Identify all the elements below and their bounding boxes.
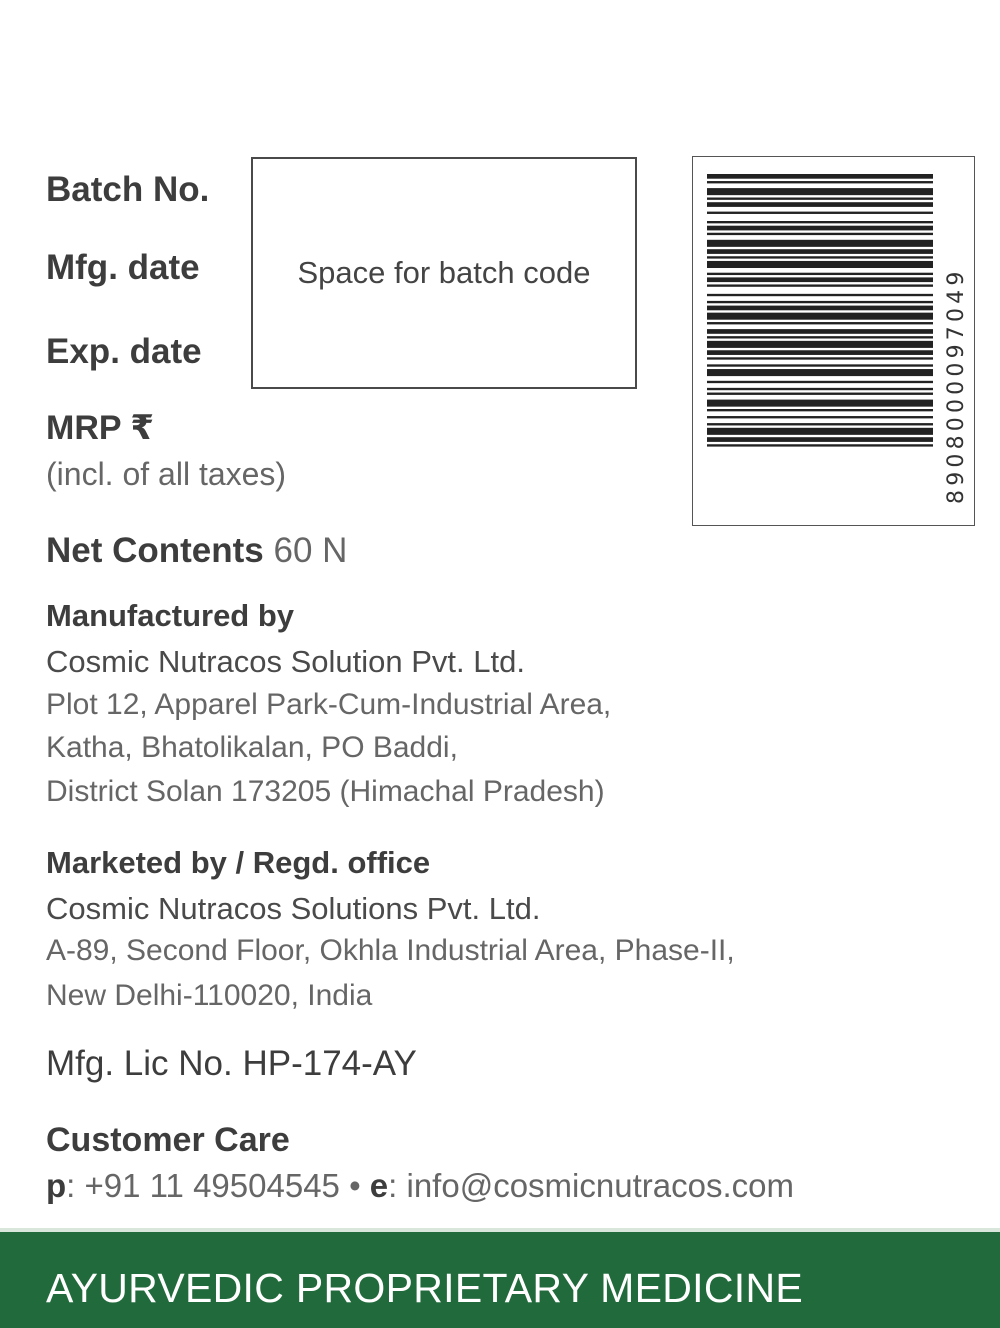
barcode-bar <box>707 198 933 200</box>
mfg-date-label: Mfg. date <box>46 248 200 287</box>
barcode-bar <box>707 174 933 179</box>
marketer-heading: Marketed by / Regd. office <box>46 845 431 880</box>
barcode-bar <box>707 301 933 303</box>
barcode-bar <box>707 341 933 348</box>
mrp-label: MRP ₹ <box>46 409 155 447</box>
barcode-bar <box>707 409 933 411</box>
phone-prefix: p <box>46 1167 67 1204</box>
barcode-bar <box>707 306 933 311</box>
exp-date-label: Exp. date <box>46 332 202 371</box>
mrp-note: (incl. of all taxes) <box>46 456 287 492</box>
batch-code-placeholder: Space for batch code <box>297 255 591 290</box>
manufacturer-address-line: District Solan 173205 (Himachal Pradesh) <box>46 775 605 808</box>
barcode-bar <box>707 277 933 282</box>
barcode-bars <box>707 174 933 514</box>
barcode-bar <box>707 381 933 383</box>
net-contents-label: Net Contents <box>46 531 264 570</box>
barcode-digits: 8908000097049 <box>944 267 969 504</box>
barcode-bar <box>707 212 933 214</box>
marketer-company: Cosmic Nutracos Solutions Pvt. Ltd. <box>46 891 541 926</box>
customer-care-heading: Customer Care <box>46 1121 290 1159</box>
manufacturer-address-line: Katha, Bhatolikalan, PO Baddi, <box>46 731 458 764</box>
barcode-bar <box>707 400 933 407</box>
barcode-bar <box>707 350 933 355</box>
marketer-address-line: A-89, Second Floor, Okhla Industrial Area, Phase-II, <box>46 934 735 967</box>
barcode-bar <box>707 329 933 334</box>
barcode-bar <box>707 284 933 286</box>
barcode-bar <box>707 240 933 247</box>
manufacturer-address-line: Plot 12, Apparel Park-Cum-Industrial Area, <box>46 688 612 721</box>
barcode-bar <box>707 364 933 366</box>
customer-care-contact <box>46 1167 794 1205</box>
barcode-bar <box>707 261 933 268</box>
barcode-bar <box>707 273 933 275</box>
barcode-bar <box>707 322 933 324</box>
barcode <box>692 156 975 526</box>
barcode-bar <box>707 416 933 418</box>
barcode-bar <box>707 444 933 446</box>
footer-text: AYURVEDIC PROPRIETARY MEDICINE <box>46 1265 804 1311</box>
barcode-bar <box>707 188 933 195</box>
barcode-bar <box>707 423 933 425</box>
barcode-bar <box>707 428 933 435</box>
barcode-bar <box>707 388 933 390</box>
barcode-bar <box>707 249 933 254</box>
marketer-address-line: New Delhi-110020, India <box>46 979 373 1012</box>
email-address: : info@cosmicnutracos.com <box>388 1167 794 1204</box>
barcode-bar <box>707 181 933 183</box>
barcode-bar <box>707 393 933 395</box>
batch-no-label: Batch No. <box>46 170 210 209</box>
manufacturer-heading: Manufactured by <box>46 598 295 633</box>
batch-code-box <box>251 157 637 389</box>
mfg-license: Mfg. Lic No. HP-174-AY <box>46 1044 417 1083</box>
manufacturer-company: Cosmic Nutracos Solution Pvt. Ltd. <box>46 644 525 679</box>
barcode-bar <box>707 369 933 376</box>
barcode-bar <box>707 256 933 258</box>
net-contents <box>46 531 347 571</box>
net-contents-value: 60 N <box>273 531 348 570</box>
barcode-bar <box>707 233 933 235</box>
barcode-bar <box>707 294 933 296</box>
email-prefix: e <box>369 1167 389 1204</box>
footer-band <box>0 1232 1000 1328</box>
barcode-bar <box>707 313 933 320</box>
phone-number: : +91 11 49504545 • <box>66 1167 370 1204</box>
barcode-bar <box>707 202 933 207</box>
barcode-bar <box>707 357 933 359</box>
barcode-bar <box>707 437 933 442</box>
barcode-bar <box>707 221 933 223</box>
barcode-bar <box>707 226 933 231</box>
barcode-bar <box>707 336 933 338</box>
